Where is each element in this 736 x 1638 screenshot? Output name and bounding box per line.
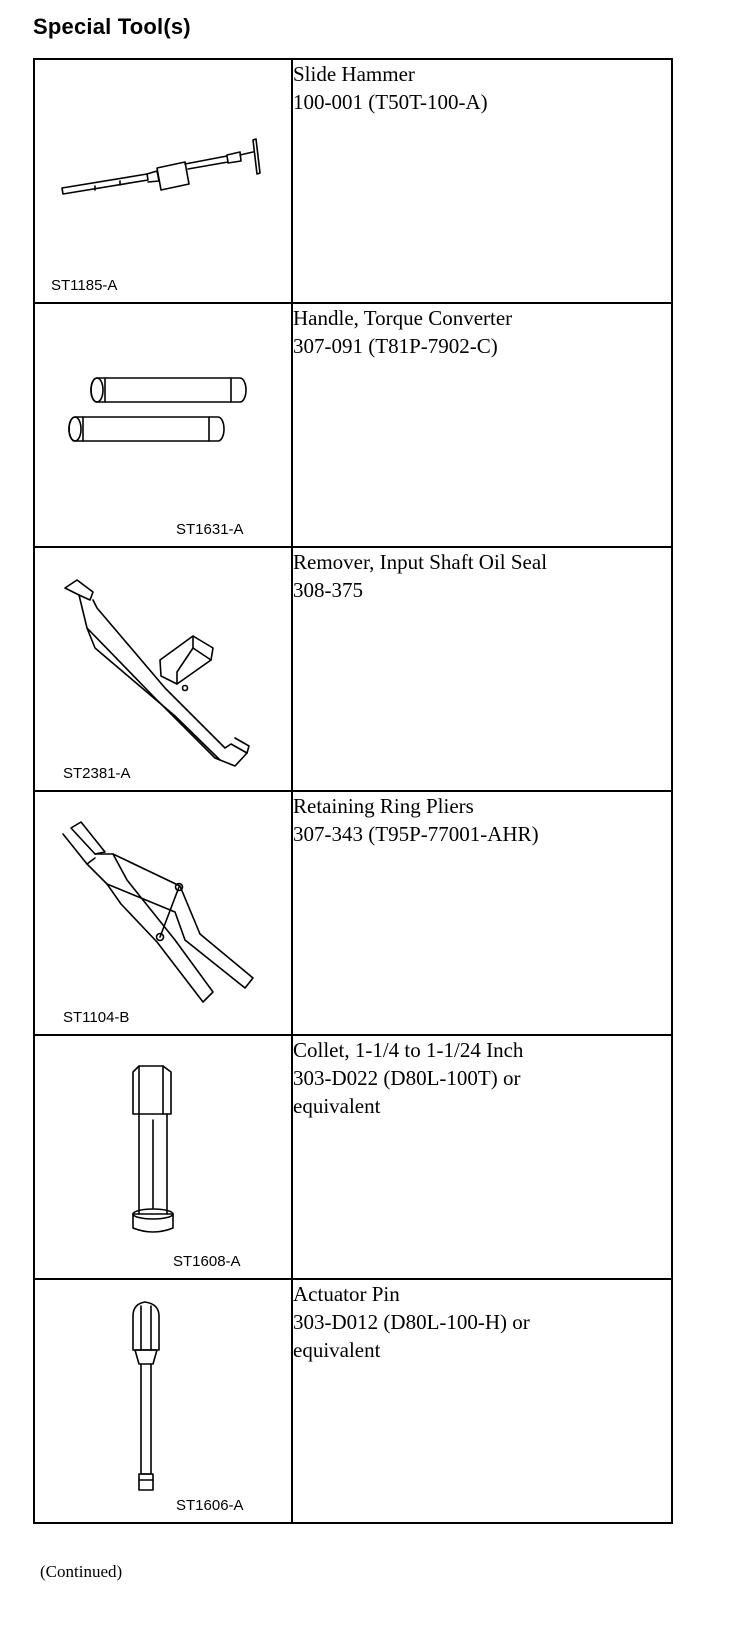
table-row [34,791,672,1035]
tool-description-cell [292,303,672,547]
tool-illustration-cell [34,59,292,303]
tool-description-cell [292,791,672,1035]
table-row [34,303,672,547]
torque-converter-handle-icon [35,304,291,546]
tool-illustration-cell [34,1279,292,1523]
special-tools-table [33,58,673,1524]
figure-code: ST1631-A [176,521,244,538]
tool-number: 303-D012 (D80L-100-H) or [293,1310,530,1334]
tool-description-cell [292,547,672,791]
tool-number: 100-001 (T50T-100-A) [293,90,488,114]
tool-name: Collet, 1-1/4 to 1-1/24 Inch [293,1038,524,1062]
table-row [34,1279,672,1523]
tool-name: Handle, Torque Converter [293,306,513,330]
tool-name: Actuator Pin [293,1282,400,1306]
tool-description-cell [292,1279,672,1523]
continued-note: (Continued) [40,1562,123,1581]
retaining-ring-pliers-icon [35,792,291,1034]
tool-number: 308-375 [293,578,363,602]
tool-number: 307-091 (T81P-7902-C) [293,334,498,358]
table-row [34,547,672,791]
figure-code: ST1185-A [51,277,118,294]
figure-code: ST2381-A [63,765,131,782]
table-row [34,59,672,303]
tool-description-cell [292,1035,672,1279]
table-row [34,1035,672,1279]
tool-number-extra: equivalent [293,1094,381,1118]
actuator-pin-icon [35,1280,291,1522]
figure-code: ST1104-B [63,1009,130,1026]
figure-code: ST1606-A [176,1497,244,1514]
tool-number: 307-343 (T95P-77001-AHR) [293,822,539,846]
tool-number: 303-D022 (D80L-100T) or [293,1066,521,1090]
tool-name: Remover, Input Shaft Oil Seal [293,550,548,574]
oil-seal-remover-icon [35,548,291,790]
tool-illustration-cell [34,1035,292,1279]
tool-illustration-cell [34,303,292,547]
tool-name: Retaining Ring Pliers [293,794,474,818]
tool-description-cell [292,59,672,303]
collet-icon [35,1036,291,1278]
tool-name: Slide Hammer [293,62,415,86]
figure-code: ST1608-A [173,1253,241,1270]
page-title: Special Tool(s) [33,14,191,39]
slide-hammer-icon [35,60,291,302]
tool-illustration-cell [34,791,292,1035]
tool-number-extra: equivalent [293,1338,381,1362]
tool-illustration-cell [34,547,292,791]
